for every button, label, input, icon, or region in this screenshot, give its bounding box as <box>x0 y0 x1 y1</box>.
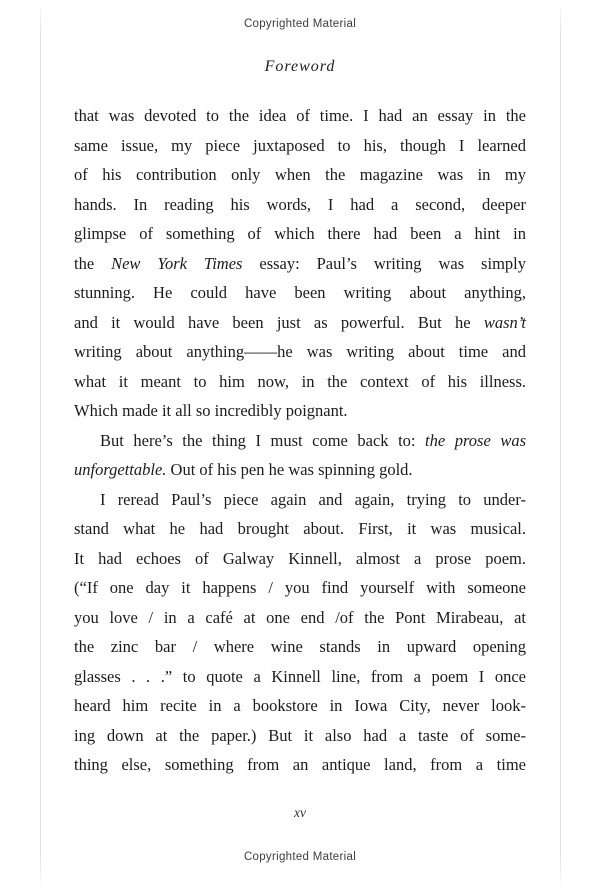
text-line: Which made it all so incredibly poignant. <box>74 401 348 420</box>
page-edge-line-right <box>560 0 561 889</box>
text-line: thing else, something from an antique land, from a time <box>74 755 526 774</box>
text-line: heard him recite in a bookstore in Iowa City, never look- <box>74 696 526 715</box>
paragraph <box>74 101 526 426</box>
copyright-banner-top: Copyrighted Material <box>243 18 357 30</box>
text-line: hands. In reading his words, I had a second, deeper <box>74 194 526 214</box>
text-line: I reread Paul’s piece again and again, trying to under- <box>100 489 526 509</box>
text-line: and it would have been just as powerful. But he wasn’t <box>74 312 526 332</box>
text-line: the zinc bar / where wine stands in upward opening <box>74 637 526 656</box>
paragraph <box>74 485 526 780</box>
chapter-header: Foreword <box>264 58 336 75</box>
paragraph <box>74 426 526 485</box>
text-line: what it meant to him now, in the context of his illness. <box>74 371 526 391</box>
text-line: of his contribution only when the magazine was in my <box>74 165 526 184</box>
text-line: writing about anything——he was writing about time and <box>74 342 526 361</box>
body-text <box>74 101 526 780</box>
text-line: same issue, my piece juxtaposed to his, though I learned <box>74 135 526 155</box>
text-line: stand what he had brought about. First, it was musical. <box>74 519 526 538</box>
text-line: stunning. He could have been writing about anything, <box>74 283 526 302</box>
text-line: But here’s the thing I must come back to: the prose was <box>100 430 526 450</box>
page-edge-line-left <box>40 0 41 889</box>
text-line: glimpse of something of which there had been a hint in <box>74 224 526 243</box>
text-line: unforgettable. Out of his pen he was spinning gold. <box>74 460 413 479</box>
text-line: you love / in a café at one end /of the Pont Mirabeau, at <box>74 607 526 627</box>
text-line: ing down at the paper.) But it also had a taste of some- <box>74 725 526 745</box>
page-number: xv <box>294 805 306 820</box>
text-line: that was devoted to the idea of time. I had an essay in the <box>74 106 526 125</box>
text-line: glasses . . .” to quote a Kinnell line, from a poem I once <box>74 666 526 686</box>
text-line: It had echoes of Galway Kinnell, almost a prose poem. <box>74 548 526 568</box>
text-line: the New York Times essay: Paul’s writing was simply <box>74 253 526 273</box>
copyright-banner-bottom: Copyrighted Material <box>243 851 357 863</box>
text-line: (“If one day it happens / you find yourself with someone <box>74 578 526 597</box>
